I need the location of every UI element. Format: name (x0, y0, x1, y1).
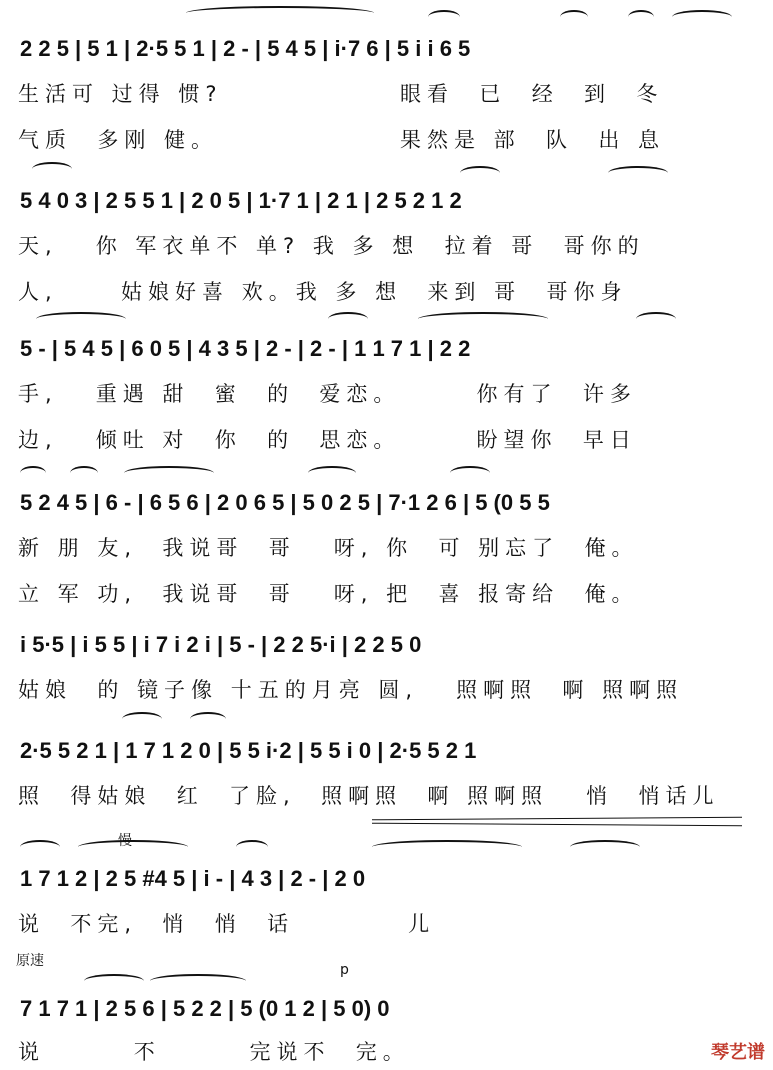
slur (428, 10, 460, 24)
slur (190, 712, 226, 726)
lyric-line-2: 立 军 功, 我说哥 哥 呀, 把 喜 报寄给 俺。 (18, 582, 639, 606)
lyric-line-2: 气质 多刚 健。 (18, 128, 219, 152)
lyric-line-1: 手, 重遇 甜 蜜 的 爱恋。 你有了 许多 (18, 382, 637, 406)
watermark-logo (711, 1038, 765, 1064)
slur (672, 10, 732, 24)
slur (372, 840, 522, 854)
notation: 2 2 5 | 5 1 | 2·5 5 1 | 2 - | 5 4 5 | i·7 6 | 5 i i 6 5 (20, 36, 471, 61)
slur (186, 6, 374, 20)
slur (236, 840, 268, 854)
slur (78, 840, 188, 854)
music-line (14, 628, 759, 664)
slur (570, 840, 640, 854)
music-line (14, 486, 759, 522)
slur (122, 712, 162, 726)
slur (36, 312, 126, 326)
music-line (14, 862, 759, 898)
music-line (14, 332, 759, 368)
lyric-line-1: 新 朋 友, 我说哥 哥 呀, 你 可 别忘了 俺。 (18, 536, 639, 560)
slur (608, 166, 668, 180)
slur (308, 466, 356, 480)
notation: 5 - | 5 4 5 | 6 0 5 | 4 3 5 | 2 - | 2 - | 1 1 7 1 | 2 2 (20, 336, 471, 361)
tempo-marking: 慢 (118, 833, 132, 849)
slur (32, 162, 72, 176)
lyric-line-2: 人, 姑娘好喜 欢。我 多 想 来到 哥 哥你身 (18, 280, 628, 304)
slur (418, 312, 548, 326)
slur (84, 974, 144, 988)
tempo-marking: 原速 (16, 953, 44, 969)
lyric-line-1: 说 不完, 悄 悄 话 儿 (18, 912, 436, 936)
crescendo-line (372, 817, 742, 821)
lyric-line-1b: 眼看 已 经 到 冬 (400, 82, 664, 106)
notation: 5 2 4 5 | 6 - | 6 5 6 | 2 0 6 5 | 5 0 2 5 | 7·1 2 6 | 5 (0 5 5 (20, 490, 550, 515)
lyric-line-1: 生活可 过得 惯? (18, 82, 223, 106)
music-line (14, 992, 759, 1028)
notation: 1 7 1 2 | 2 5 #4 5 | i - | 4 3 | 2 - | 2 0 (20, 866, 366, 891)
music-line (14, 32, 759, 68)
dynamic-marking: p (340, 962, 349, 978)
watermark-text: 琴艺谱 (711, 1042, 765, 1063)
slur (20, 840, 60, 854)
lyric-line-2: 边, 倾吐 对 你 的 思恋。 盼望你 早日 (18, 428, 637, 452)
notation: 7 1 7 1 | 2 5 6 | 5 2 2 | 5 (0 1 2 | 5 0) 0 (20, 996, 390, 1021)
notation: 2·5 5 2 1 | 1 7 1 2 0 | 5 5 i·2 | 5 5 i 0 | 2·5 5 2 1 (20, 738, 477, 763)
lyric-line-1: 照 得姑娘 红 了脸, 照啊照 啊 照啊照 悄 悄话儿 (18, 784, 720, 808)
slur (124, 466, 214, 480)
lyric-line-1: 天, 你 军衣单不 单? 我 多 想 拉着 哥 哥你的 (18, 234, 645, 258)
notation: 5 4 0 3 | 2 5 5 1 | 2 0 5 | 1·7 1 | 2 1 | 2 5 2 1 2 (20, 188, 462, 213)
lyric-line-1: 姑娘 的 镜子像 十五的月亮 圆, 照啊照 啊 照啊照 (18, 678, 684, 702)
lyric-line-1: 说 不 完说不 完。 (18, 1040, 410, 1064)
slur (560, 10, 588, 24)
slur (450, 466, 490, 480)
slur (460, 166, 500, 180)
slur (70, 466, 98, 480)
crescendo-line (372, 823, 742, 827)
notation: i 5·5 | i 5 5 | i 7 i 2 i | 5 - | 2 2 5·i | 2 2 5 0 (20, 632, 422, 657)
slur (328, 312, 368, 326)
slur (20, 466, 46, 480)
music-line (14, 184, 759, 220)
slur (150, 974, 246, 988)
lyric-line-2b: 果然是 部 队 出 息 (400, 128, 666, 152)
slur (636, 312, 676, 326)
music-line (14, 734, 759, 770)
slur (628, 10, 654, 24)
